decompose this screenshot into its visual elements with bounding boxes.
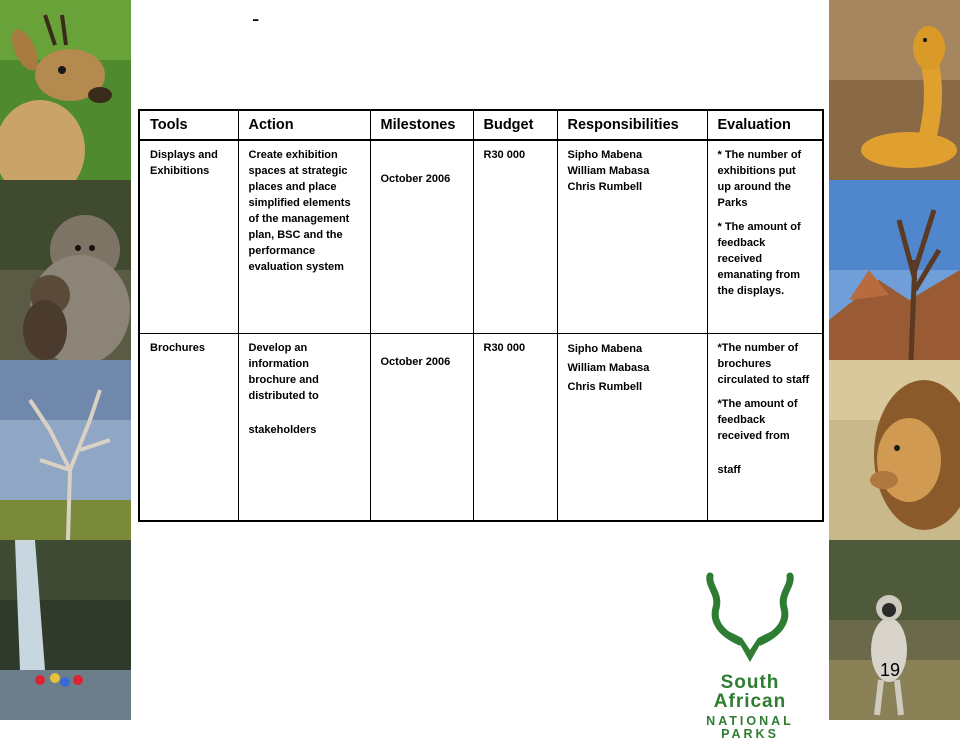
duiker-photo: [0, 0, 131, 180]
sanparks-logo: [682, 572, 818, 740]
evaluation-item: staff: [717, 463, 741, 476]
responsible-person: William Mabasa: [567, 361, 650, 374]
header-responsibilities: Responsibilities: [557, 110, 707, 140]
table-row: [139, 333, 823, 521]
evaluation-item: * The number of exhibitions put up around the Parks: [717, 149, 802, 209]
milestone-text: October 2006: [380, 355, 451, 368]
responsible-person: Chris Rumbell: [567, 380, 643, 393]
evaluation-item: *The amount of feedback received from: [717, 397, 798, 442]
cell-tools: Brochures: [139, 333, 238, 521]
cell-budget: R30 000: [473, 140, 557, 333]
header-tools: Tools: [139, 110, 238, 140]
tree-photo: [0, 360, 131, 540]
action-text: Develop an information brochure and distributed to: [248, 341, 319, 402]
header-action: Action: [238, 110, 370, 140]
logo-line1: South African: [713, 672, 787, 712]
cell-action: Create exhibition spaces at strategic places and place simplified elements of the management plan, BSC and the performance evaluation system: [238, 140, 370, 333]
cell-action: [238, 333, 370, 521]
responsible-person: Sipho Mabena: [567, 149, 643, 161]
milestone-text: October 2006: [380, 173, 451, 185]
monkey-photo: [829, 540, 960, 720]
logo-text: [682, 673, 818, 740]
action-plan-table: [138, 109, 824, 522]
evaluation-item: *The number of brochures circulated to staff: [717, 341, 810, 386]
cell-evaluation: [707, 140, 823, 333]
responsible-person: Sipho Mabena: [567, 342, 643, 355]
cell-milestone: [370, 333, 473, 521]
responsible-person: Chris Rumbell: [567, 181, 643, 193]
logo-line2: NATIONAL PARKS: [706, 714, 794, 741]
left-photo-strip: [0, 0, 131, 720]
header-evaluation: Evaluation: [707, 110, 823, 140]
action-text: stakeholders: [248, 423, 317, 436]
responsible-person: William Mabasa: [567, 165, 650, 177]
baboon-photo: [0, 180, 131, 360]
evaluation-item: * The amount of feedback received emanating from the displays.: [717, 221, 801, 297]
cobra-photo: [829, 0, 960, 180]
cell-responsibilities: [557, 333, 707, 521]
cell-budget: R30 000: [473, 333, 557, 521]
cell-tools: Displays and Exhibitions: [139, 140, 238, 333]
cell-milestone: [370, 140, 473, 333]
waterfall-photo: [0, 540, 131, 720]
lion-photo: [829, 360, 960, 540]
header-milestones: Milestones: [370, 110, 473, 140]
table-row: [139, 140, 823, 333]
header-budget: Budget: [473, 110, 557, 140]
kudu-icon: [682, 572, 818, 664]
cell-evaluation: [707, 333, 823, 521]
slide-dash: -: [252, 6, 260, 31]
right-photo-strip: [829, 0, 960, 720]
cell-responsibilities: [557, 140, 707, 333]
quiver-tree-photo: [829, 180, 960, 360]
table-header-row: [139, 110, 823, 140]
page-number: 19: [880, 660, 901, 680]
